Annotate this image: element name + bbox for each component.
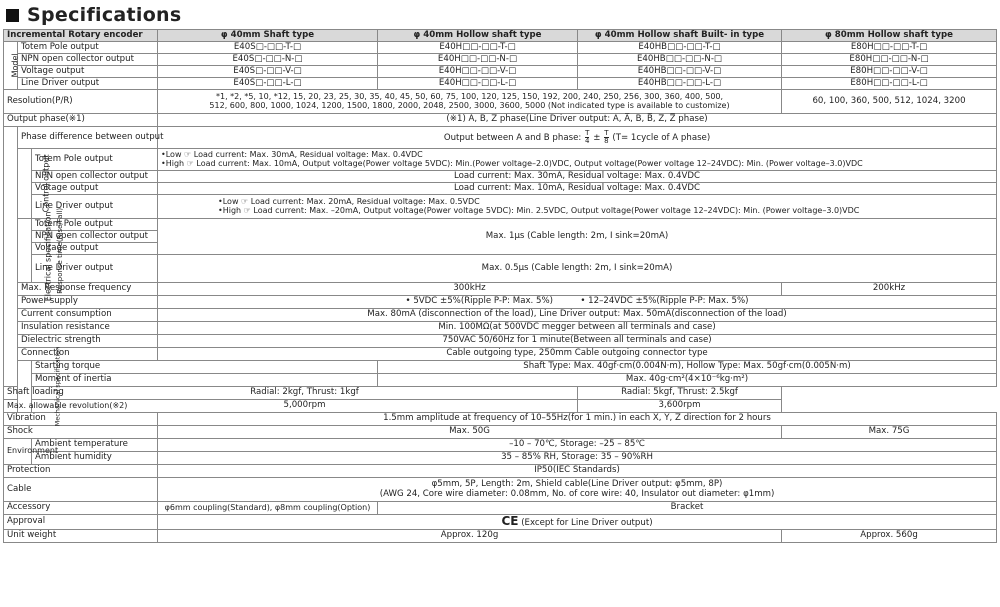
response-time-label: Response time(Rise/Fall) [18, 219, 32, 283]
phase-diff-label: Phase difference between output [18, 127, 158, 149]
cable-row [4, 478, 997, 502]
model-code: E40HB□□-□□-T-□ [578, 42, 782, 54]
ambient-humidity-label: Ambient humidity [32, 452, 158, 465]
phase-diff-value: Output between A and B phase: $\frac{T}{4}$ ± $\frac{T}{8}$ (T= 1cycle of A phase) [158, 127, 997, 149]
response-npn-label: NPN open collector output [32, 231, 158, 243]
resolution-label: Resolution(P/R) [4, 90, 158, 114]
section-title: Specifications [27, 4, 182, 26]
model-code: E80H□□-□□-T-□ [782, 42, 997, 54]
control-npn-row [4, 171, 997, 183]
resolution-values: *1, *2, *5, 10, *12, 15, 20, 23, 25, 30, 35, 40, 45, 50, 60, 75, 100, 120, 125, 150, 192, 200, 240, 250, 256, 300, 360, 400, 500, 512, 600, 800, 1000, 1024, 1200, 1500, 1800, 2000, 2048, 2500, 3000, 3600, 5000 (Not indicated type is available to customize) [158, 90, 782, 114]
model-group-label: Model [4, 42, 18, 90]
protection-value: IP50(IEC Standards) [158, 465, 997, 478]
resolution-e80: 60, 100, 360, 500, 512, 1024, 3200 [782, 90, 997, 114]
model-row-npn [4, 54, 997, 66]
unit-weight-40: Approx. 120g [158, 530, 782, 543]
model-label: Line Driver output [18, 78, 158, 90]
cable-label: Cable [4, 478, 158, 502]
ce-mark-icon: CE [501, 514, 519, 529]
output-phase-label: Output phase(※1) [4, 114, 158, 127]
control-totem-label: Totem Pole output [32, 149, 158, 171]
dielectric-value: 750VAC 50/60Hz for 1 minute(Between all terminals and case) [158, 335, 997, 348]
connection-value: Cable outgoing type, 250mm Cable outgoing connector type [158, 348, 997, 361]
output-phase-value: (※1) A, B, Z phase(Line Driver output: A, A̅, B, B̅, Z, Z̅ phase) [158, 114, 997, 127]
model-code: E40H□□-□□-N-□ [378, 54, 578, 66]
max-freq-label: Max. Response frequency [18, 283, 158, 296]
revolution-40: 5,000rpm [32, 400, 578, 413]
header-col-40-shaft: φ 40mm Shaft type [158, 30, 378, 42]
revolution-label: Max. allowable revolution(※2) [4, 400, 32, 413]
accessory-bracket: Bracket [378, 502, 997, 515]
model-code: E40S□-□□-L-□ [158, 78, 378, 90]
vibration-label: Vibration [4, 413, 158, 426]
unit-weight-label: Unit weight [4, 530, 158, 543]
control-line-driver-label: Line Driver output [32, 195, 158, 219]
connection-label: Connection [18, 348, 158, 361]
header-col-40-hollow: φ 40mm Hollow shaft type [378, 30, 578, 42]
insulation-label: Insulation resistance [18, 322, 158, 335]
shock-label: Shock [4, 426, 158, 439]
loading-row [4, 387, 997, 400]
torque-label: Starting torque [32, 361, 378, 374]
unit-weight-80: Approx. 560g [782, 530, 997, 543]
cable-value: φ5mm, 5P, Length: 2m, Shield cable(Line Driver output: φ5mm, 8P) (AWG 24, Core wire diameter: 0.08mm, No. of core wire: 40, Insulator out diameter: φ1mm) [158, 478, 997, 502]
dielectric-row [4, 335, 997, 348]
torque-40: Shaft Type: Max. 40gf·cm(0.004N·m), Hollow Type: Max. 50gf·cm(0.005N·m) [378, 361, 997, 374]
fraction-t-4: $\frac{T}{4}$ [585, 129, 590, 145]
model-label: NPN open collector output [18, 54, 158, 66]
control-line-driver-value: •Low ☞ Load current: Max. 20mA, Residual voltage: Max. 0.5VDC •High ☞ Load current: Max. –20mA, Output voltage(Power voltage 5VDC): Min. 2.5VDC, Output voltage(Power voltage 12–24VDC): Min. (Power voltage–3.0)VDC [158, 195, 997, 219]
response-line-driver-row [4, 255, 997, 283]
model-code: E40H□□-□□-T-□ [378, 42, 578, 54]
inertia-row [4, 374, 997, 387]
approval-value: CE (Except for Line Driver output) [158, 515, 997, 530]
model-code: E40S□-□□-V-□ [158, 66, 378, 78]
section-header [6, 3, 182, 27]
accessory-row [4, 502, 997, 515]
power-row [4, 296, 997, 309]
torque-row [4, 361, 997, 374]
ambient-temp-label: Ambient temperature [32, 439, 158, 452]
control-totem-value: •Low ☞ Load current: Max. 30mA, Residual voltage: Max. 0.4VDC •High ☞ Load current: Max. 10mA, Output voltage(Power voltage 5VDC): Min.(Power voltage–2.0)VDC, Output voltage(Power voltage 12–24VDC): Min. (Power voltage–3.0)VDC [158, 149, 997, 171]
control-voltage-value: Load current: Max. 10mA, Residual voltage: Max. 0.4VDC [158, 183, 997, 195]
max-freq-row [4, 283, 997, 296]
revolution-80: 3,600rpm [578, 400, 782, 413]
model-code: E40H□□-□□-V-□ [378, 66, 578, 78]
control-totem-row [4, 149, 997, 171]
connection-row [4, 348, 997, 361]
shock-40: Max. 50G [158, 426, 782, 439]
header-row [4, 30, 997, 42]
loading-40: Radial: 2kgf, Thrust: 1kgf [32, 387, 578, 400]
control-npn-label: NPN open collector output [32, 171, 158, 183]
response-line-driver-label: Line Driver output [32, 255, 158, 283]
inertia-label: Moment of inertia [32, 374, 378, 387]
ambient-humidity-row [4, 452, 997, 465]
ambient-temp-value: –10 – 70℃, Storage: –25 – 85℃ [158, 439, 997, 452]
control-output-label: Control output [18, 149, 32, 219]
response-totem-label: Totem Pole output [32, 219, 158, 231]
model-label: Voltage output [18, 66, 158, 78]
dielectric-label: Dielectric strength [18, 335, 158, 348]
model-code: E80H□□-□□-N-□ [782, 54, 997, 66]
protection-label: Protection [4, 465, 158, 478]
model-label: Totem Pole output [18, 42, 158, 54]
phase-diff-row [4, 127, 997, 149]
control-line-driver-row [4, 195, 997, 219]
power-label: Power supply [18, 296, 158, 309]
mechanical-group-label: Mechanical specification [18, 361, 32, 413]
model-row-line-driver [4, 78, 997, 90]
response-value-1: Max. 1μs (Cable length: 2m, I sink=20mA) [158, 219, 997, 255]
resolution-row [4, 90, 997, 114]
accessory-label: Accessory [4, 502, 158, 515]
model-row-voltage [4, 66, 997, 78]
spec-table [3, 29, 997, 543]
header-label: Incremental Rotary encoder [4, 30, 158, 42]
current-label: Current consumption [18, 309, 158, 322]
control-voltage-row [4, 183, 997, 195]
header-col-40-builtin: φ 40mm Hollow shaft Built- in type [578, 30, 782, 42]
model-code: E40HB□□-□□-L-□ [578, 78, 782, 90]
current-row [4, 309, 997, 322]
model-code: E40HB□□-□□-V-□ [578, 66, 782, 78]
loading-80: Radial: 5kgf, Thrust: 2.5kgf [578, 387, 782, 400]
shock-80: Max. 75G [782, 426, 997, 439]
approval-label: Approval [4, 515, 158, 530]
revolution-row [4, 400, 997, 413]
response-voltage-label: Voltage output [32, 243, 158, 255]
model-code: E40HB□□-□□-N-□ [578, 54, 782, 66]
loading-label: Shaft loading [4, 387, 32, 400]
shock-row [4, 426, 997, 439]
insulation-value: Min. 100MΩ(at 500VDC megger between all terminals and case) [158, 322, 997, 335]
response-totem-row [4, 219, 997, 231]
control-voltage-label: Voltage output [32, 183, 158, 195]
model-code: E80H□□-□□-L-□ [782, 78, 997, 90]
square-bullet-icon [6, 9, 19, 22]
model-code: E40S□-□□-N-□ [158, 54, 378, 66]
header-col-80-hollow: φ 80mm Hollow shaft type [782, 30, 997, 42]
approval-row [4, 515, 997, 530]
electrical-group-label: Electrical specification [4, 127, 18, 387]
unit-weight-row [4, 530, 997, 543]
model-row-totem [4, 42, 997, 54]
max-freq-40: 300kHz [158, 283, 782, 296]
fraction-t-8: $\frac{T}{8}$ [604, 129, 609, 145]
output-phase-row [4, 114, 997, 127]
control-npn-value: Load current: Max. 30mA, Residual voltage: Max. 0.4VDC [158, 171, 997, 183]
power-value: • 5VDC ±5%(Ripple P-P: Max. 5%) • 12–24VDC ±5%(Ripple P-P: Max. 5%) [158, 296, 997, 309]
max-freq-80: 200kHz [782, 283, 997, 296]
insulation-row [4, 322, 997, 335]
environment-label: Environment [4, 439, 32, 465]
current-value: Max. 80mA (disconnection of the load), Line Driver output: Max. 50mA(disconnection of the load) [158, 309, 997, 322]
inertia-40: Max. 40g·cm²(4×10⁻⁶kg·m²) [378, 374, 997, 387]
model-code: E40H□□-□□-L-□ [378, 78, 578, 90]
protection-row [4, 465, 997, 478]
accessory-coupling: φ6mm coupling(Standard), φ8mm coupling(Option) [158, 502, 378, 515]
ambient-humidity-value: 35 – 85% RH, Storage: 35 – 90%RH [158, 452, 997, 465]
vibration-value: 1.5mm amplitude at frequency of 10–55Hz(for 1 min.) in each X, Y, Z direction for 2 hours [158, 413, 997, 426]
model-code: E40S□-□□-T-□ [158, 42, 378, 54]
ambient-temp-row [4, 439, 997, 452]
vibration-row [4, 413, 997, 426]
model-code: E80H□□-□□-V-□ [782, 66, 997, 78]
response-value-2: Max. 0.5μs (Cable length: 2m, I sink=20mA) [158, 255, 997, 283]
